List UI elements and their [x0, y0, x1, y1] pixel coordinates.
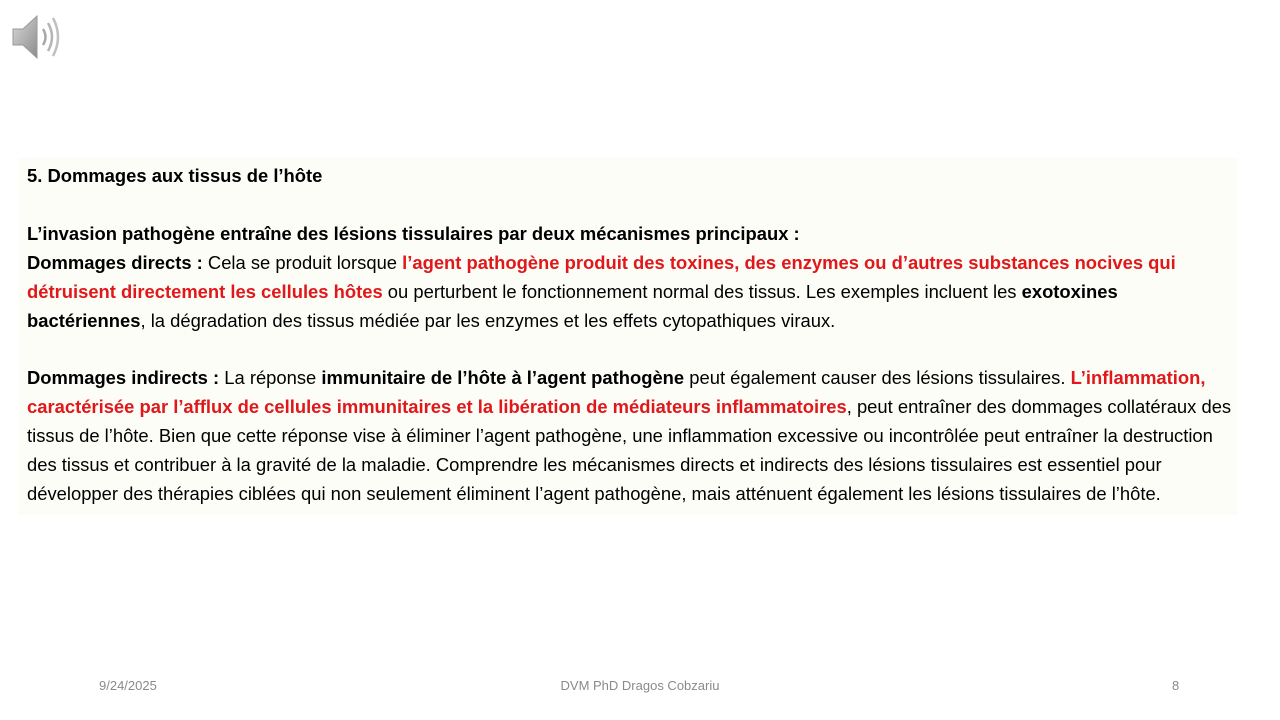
inflammation-highlight: L’inflammation, caractérisée par l’afflux de cellules immunitaires et la libération de médiateurs inflammatoires: [27, 367, 1206, 418]
direct-damage-paragraph: Dommages directs : Cela se produit lorsque l’agent pathogène produit des toxines, des enzymes ou d’autres substances nocives qui détruisent directement les cellules hôtes ou perturbent le fonctionnement normal des tissus. Les exemples incluent les exotoxines bactériennes, la dégradation des tissus médiée par les enzymes et les effets cytopathiques viraux.: [27, 251, 1176, 331]
direct-highlight: l’agent pathogène produit des toxines, des enzymes ou d’autres substances nocives qui détruisent directement les cellules hôtes: [27, 251, 1176, 302]
exotoxins-bold: exotoxines bactériennes: [27, 280, 1118, 331]
slide-content: [18, 158, 1238, 515]
intro-text: L’invasion pathogène entraîne des lésions tissulaires par deux mécanismes principaux :: [27, 222, 800, 244]
footer-date: 9/24/2025: [99, 678, 157, 693]
indirect-damage-paragraph: Dommages indirects : La réponse immunitaire de l’hôte à l’agent pathogène peut également causer des lésions tissulaires. L’inflammation, caractérisée par l’afflux de cellules immunitaires et la libération de médiateurs inflammatoires, peut entraîner des dommages collatéraux des tissus de l’hôte. Bien que cette réponse vise à éliminer l’agent pathogène, une inflammation excessive ou incontrôlée peut entraîner la destruction des tissus et contribuer à la gravité de la maladie. Comprendre les mécanismes directs et indirects des lésions tissulaires est essentiel pour développer des thérapies ciblées qui non seulement éliminent l’agent pathogène, mais atténuent également les lésions tissulaires de l’hôte.: [27, 367, 1232, 504]
slide-title: 5. Dommages aux tissus de l’hôte: [27, 165, 323, 186]
footer-author: DVM PhD Dragos Cobzariu: [560, 678, 720, 693]
indirect-damage-label: Dommages indirects :: [27, 367, 220, 389]
footer-page-number: 8: [1172, 678, 1180, 693]
direct-damage-label: Dommages directs :: [27, 251, 203, 273]
immune-response-bold: immunitaire de l’hôte à l’agent pathogène: [321, 367, 685, 389]
speaker-icon[interactable]: [10, 12, 62, 62]
